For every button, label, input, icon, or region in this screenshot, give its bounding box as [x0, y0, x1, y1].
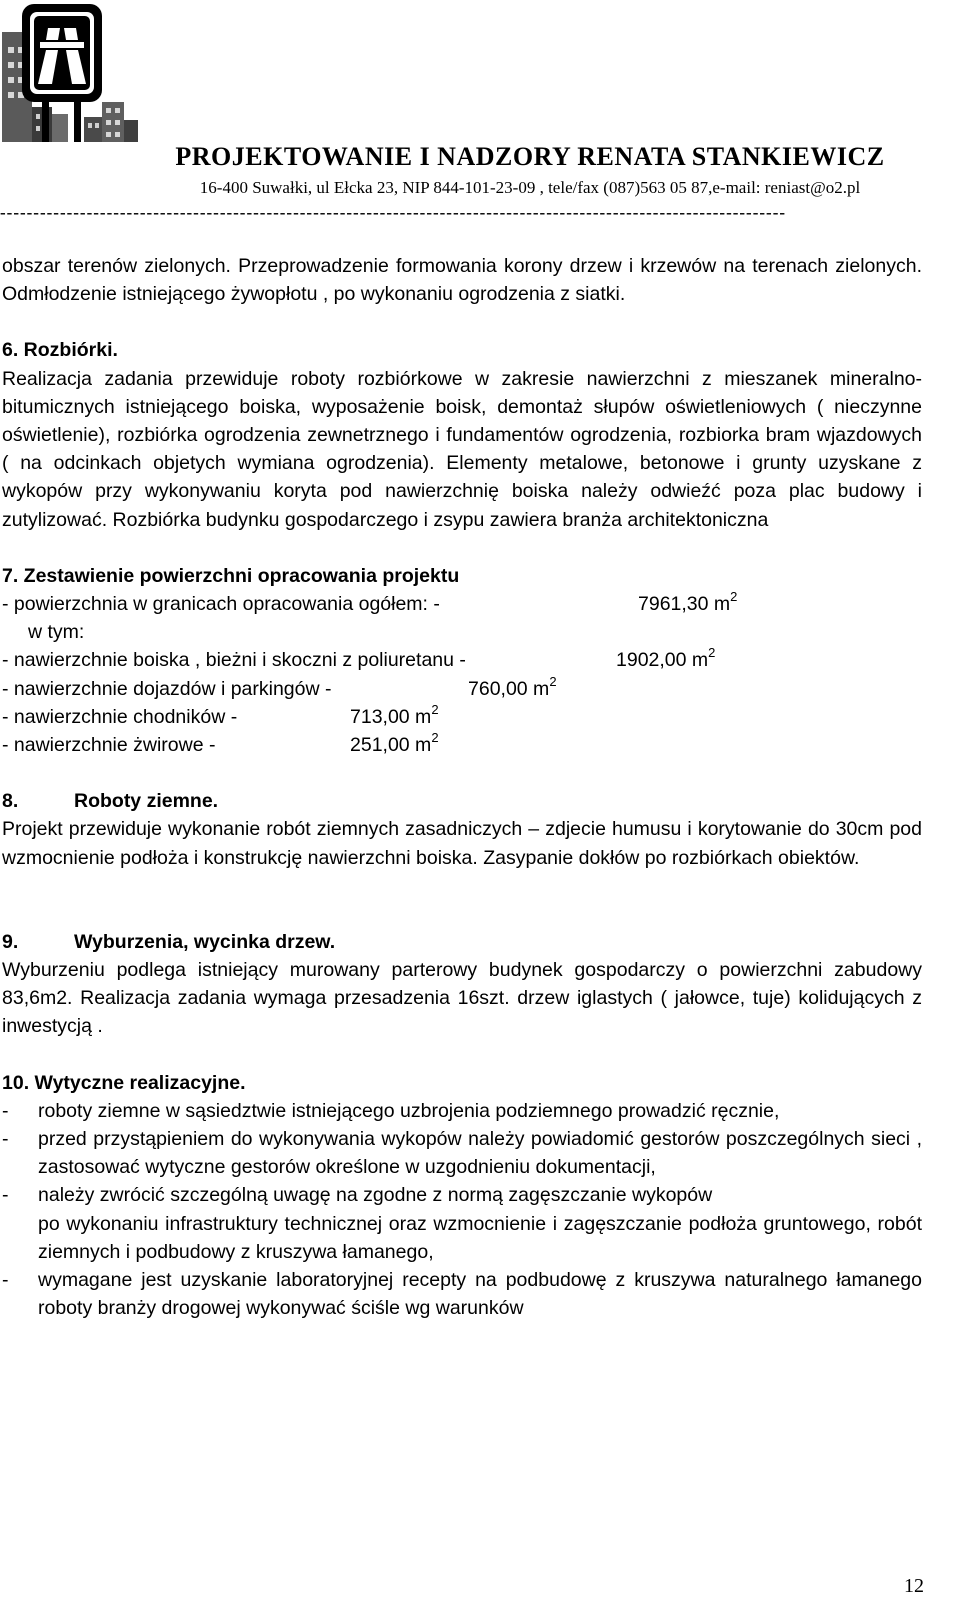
list-item: - przed przystąpieniem do wykonywania wykopów należy powiadomić gestorów poszczególnych sieci , zastosować wytyczne gestorów określone w uzgodnieniu dokumentacji, — [2, 1128, 922, 1179]
page-number: 12 — [904, 1575, 924, 1597]
intro-paragraph: obszar terenów zielonych. Przeprowadzenie formowania korony drzew i krzewów na terenach zielonych. Odmłodzenie istniejącego żywopłotu , po wykonaniu ogrodzenia z siatki. — [2, 255, 922, 306]
section-6-heading: 6. Rozbiórki. — [2, 339, 118, 362]
letterhead — [0, 0, 960, 225]
company-name: PROJEKTOWANIE I NADZORY RENATA STANKIEWICZ — [175, 142, 885, 171]
list-item: - wymagane jest uzyskanie laboratoryjnej recepty na podbudowę z kruszywa naturalnego łamanego roboty branży drogowej wykonywać ściśle wg warunków — [2, 1269, 922, 1320]
area-label: - nawierzchnie boiska , bieżni i skoczni z poliuretanu - — [2, 649, 466, 672]
document-body — [2, 252, 922, 1322]
area-value: 713,00 $m^2$ — [350, 701, 439, 728]
area-total-value: 7961,30 $m^2$ — [638, 589, 738, 616]
list-item: - należy zwrócić szczególną uwagę na zgodne z normą zagęszczanie wykopów — [2, 1184, 713, 1207]
guidelines-list — [2, 1097, 922, 1210]
area-label: - nawierzchnie dojazdów i parkingów - — [2, 677, 332, 700]
section-7-heading: 7. Zestawienie powierzchni opracowania projektu — [2, 564, 460, 587]
section-9-body: Wyburzeniu podlega istniejący murowany parterowy budynek gospodarczy o powierzchni zabudowy 83,6m2. Realizacja zadania wymaga przesadzenia 16szt. drzew iglastych ( jałowce, tuje) kolidujących z inwestycją . — [2, 958, 922, 1038]
area-value: 1902,00 $m^2$ — [616, 645, 716, 672]
section-8-body: Projekt przewiduje wykonanie robót ziemnych zasadniczych – zdjecie humusu i korytowanie do 30cm pod wzmocnienie podłoża i konstrukcję nawierzchni boiska. Zasypanie dokłów po rozbiórkach obiektów. — [2, 818, 922, 869]
guidelines-list-tail — [2, 1266, 922, 1322]
list-item: - roboty ziemne w sąsiedztwie istniejącego uzbrojenia podziemnego prowadzić ręcznie, — [2, 1099, 780, 1122]
section-8-heading: 8. Roboty ziemne. — [2, 790, 219, 813]
list-item-continuation: po wykonaniu infrastruktury technicznej oraz wzmocnienie i zagęszczanie podłoża gruntowego, robót ziemnych i podbudowy z kruszywa łamanego, — [38, 1212, 922, 1263]
area-w-tym: w tym: — [28, 621, 85, 644]
header-divider: ---------------------------------------------------------------------------------------------------------------------- — [0, 203, 787, 222]
section-10-heading: 10. Wytyczne realizacyjne. — [2, 1071, 246, 1094]
area-total-row — [2, 590, 922, 618]
area-total-label: - powierzchnia w granicach opracowania ogółem: - — [2, 593, 440, 616]
area-row — [2, 731, 922, 759]
section-6-body: Realizacja zadania przewiduje roboty rozbiórkowe w zakresie nawierzchni z mieszanek mineralno-bitumicznych istniejącego boiska, wyposażenie boisk, demontaż słupów oświetleniowych ( nieczynne oświetlenie), rozbiórka ogrodzenia zewnetrznego i fundamentów ogrodzenia, rozbiorka bram wjazdowych ( na odcinkach objetych wymiana ogrodzenia). Elementy metalowe, betonowe i grunty uzyskane z wykopów przy wykonywaniu koryta pod nawierzchnię boiska należy odwieźć poza plac budowy i zutylizować. Rozbiórka budynku gospodarczego i zsypu zawiera branża architektoniczna — [2, 367, 922, 531]
company-logo — [2, 2, 138, 142]
area-row — [2, 646, 922, 674]
area-value: 251,00 $m^2$ — [350, 729, 439, 756]
section-9-heading: 9. Wyburzenia, wycinka drzew. — [2, 930, 336, 953]
area-value: 760,00 $m^2$ — [468, 673, 557, 700]
area-label: - nawierzchnie żwirowe - — [2, 733, 216, 756]
company-address: 16-400 Suwałki, ul Ełcka 23, NIP 844-101-23-09 , tele/fax (087)563 05 87,e-mail: reniast@o2.pl — [199, 178, 861, 197]
area-label: - nawierzchnie chodników - — [2, 705, 238, 728]
area-row — [2, 703, 922, 731]
area-row — [2, 675, 922, 703]
